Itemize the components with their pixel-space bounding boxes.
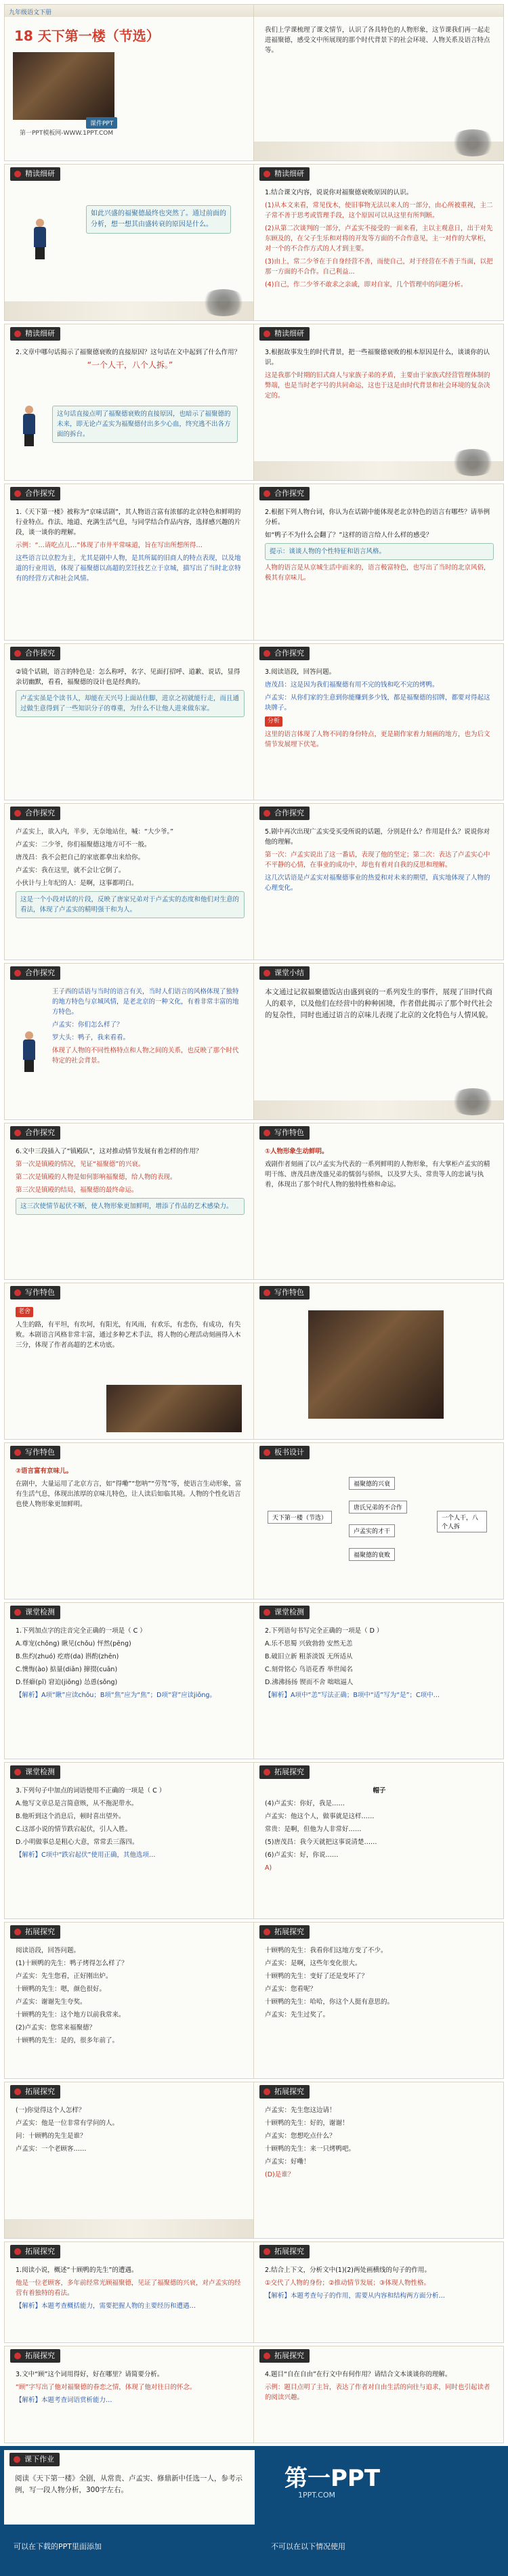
section-label: 课堂检测 bbox=[10, 1606, 60, 1619]
stage-photo bbox=[308, 1310, 444, 1419]
line: 卢孟实：好嘞！ bbox=[265, 2158, 310, 2166]
ink-decoration bbox=[449, 1088, 496, 1115]
line: 问：十顾鸭的先生是谁？ bbox=[16, 2132, 87, 2140]
summary-text: 本文通过记叙福聚德饭店由盛到衰的一系列发生的事件，展现了旧时代商人的艰辛，以及他们在经营中的种种困境，作者借此揭示了那个时代社会的复杂性，同时也通过语言的京味儿表现了北京的文化特色与人情风貌。 bbox=[265, 988, 492, 1019]
section-label: 合作探究 bbox=[10, 966, 60, 980]
option: B.破旧立新 粗茶淡饭 无所适从 bbox=[265, 1653, 353, 1660]
answer-1: 示例：“…请吃点儿…”体现了市井平常味道，旨在写出所想所得… bbox=[16, 542, 203, 549]
line: 卢孟实：先生您这边请！ bbox=[265, 2107, 336, 2114]
course-label: 九年级语文下册 bbox=[9, 9, 52, 16]
slide-body bbox=[16, 1306, 245, 1353]
option: A.尊宠(chǒng) 瞅见(chǒu) 怦然(pēng) bbox=[16, 1640, 131, 1648]
line: 卢孟实：他是一位非常有学问的人。 bbox=[16, 2120, 119, 2127]
answer-box: 这句话直接点明了福聚德衰败的直接原因，也暗示了福聚德的未来，即无论卢孟实为福聚德付出多少心血，终究逃不出各方面的拆台。 bbox=[52, 406, 238, 443]
question: 2.文章中哪句话揭示了福聚德衰败的直接原因？这句话在文中起到了什么作用？ bbox=[16, 349, 241, 356]
section-label: 合作探究 bbox=[10, 647, 60, 660]
question: 5.剧中再次出现广孟实受买受所说的话题，分别是什么？作用是什么？说说你对他的理解。 bbox=[265, 828, 490, 846]
answer-2: 第二次是镇殿的人物是如何影响福聚德，给人物的表现。 bbox=[16, 1174, 177, 1181]
slide-32 bbox=[253, 2346, 504, 2443]
line: (一)你觉得这个人怎样？ bbox=[16, 2107, 85, 2114]
feature-text: 人生的路，有平坦，有坎坷，有阳光，有风雨，有欢乐，有悲伤，有成功，有失败。本剧语言风格非常丰富，通过多种艺术手法，将人物的心理活动刻画得入木三分，体现了作者高超的艺术功底。 bbox=[16, 1321, 241, 1349]
slide-body bbox=[16, 347, 245, 373]
slide-body bbox=[265, 667, 494, 752]
question: 1.结合课文内容，说说你对福聚德衰败原因的认识。 bbox=[265, 189, 413, 196]
question: 1.下列加点字的注音完全正确的一项是（ C ） bbox=[16, 1627, 146, 1635]
section-label: 合作探究 bbox=[259, 647, 310, 660]
option-tag: A) bbox=[265, 1864, 272, 1872]
answer-1: (1)从本文来看，常见伐木，使旧事物无法以来人的一部分，由心所被重视，主二子常不善于思考或管理手段，这个原因可以从这里有所判断。 bbox=[265, 202, 493, 219]
analysis-tag: 分析 bbox=[265, 716, 282, 727]
answer-box: 卢孟实虽是个读书人，却能在天兴号上面站住脚，进京之初就能行走，而且通过做生意得到了一些知识分子的尊重，为什么不让他人进来做东家。 bbox=[16, 690, 245, 717]
line-2: 卢孟实：从你们家的生意到你能赚到多少钱，都是福聚德的招牌，都要对得起这块牌子。 bbox=[265, 694, 490, 712]
answer: 这是我那个时期的旧式商人与家族子弟的矛盾，主要由于家族式经营管理体制的弊端，也是当时老字号的共同命运，这也于这是由时代背景和社会环境的复杂决定的。 bbox=[265, 372, 490, 400]
answer-2: (2)从第二次谈判的一部分，卢孟实不接受的一面来看，主以主观意日，出于对先东顾及的，在父子生乐和对将的开发等方面的不合作意见，主一对作的大掌柜，对一个的不合作方式的人才到主要。 bbox=[265, 225, 493, 253]
answer: 人物的语言是从京城生活中而来的，语言极富特色，也写出了当时的北京风俗，极其有京味儿。 bbox=[265, 564, 490, 582]
slide-4 bbox=[253, 164, 504, 321]
answer-box: 这是一个小段对话的片段，反映了唐家兄弟对于卢孟实的态度和他们对生意的看法，体现了卢孟实的精明强干和为人。 bbox=[16, 891, 245, 918]
answer: 体现了人物的不同性格特点和人物之间的关系，也反映了那个时代特定的社会背景。 bbox=[52, 1047, 239, 1065]
line: (D)是谁？ bbox=[265, 2171, 295, 2178]
section-label: 拓展探究 bbox=[259, 2085, 310, 2099]
lesson-title: 18 天下第一楼（节选） bbox=[14, 28, 160, 44]
question: 1.阅读小说，概述“十顾鸭的先生”的遭遇。 bbox=[16, 2267, 138, 2274]
section-label: 拓展探究 bbox=[259, 2349, 310, 2363]
prompt-box: 如此兴盛的福聚德最终也突然了。通过前面的分析，想一想其由盛转衰的原因是什么。 bbox=[86, 205, 231, 234]
section-label: 课堂检测 bbox=[10, 1765, 60, 1779]
slide-21 bbox=[4, 1602, 255, 1759]
section-label: 精读细研 bbox=[259, 167, 310, 181]
slide-18 bbox=[253, 1283, 504, 1440]
line-1: 唐茂昌：这是因为我们福聚德有用不完的钱和吃不完的烤鸭。 bbox=[265, 681, 439, 689]
slide-16 bbox=[253, 1123, 504, 1280]
question: 6.文中三段插入了“镇殿队”，这对推动情节发展有着怎样的作用？ bbox=[16, 1148, 203, 1155]
top-bar bbox=[254, 5, 503, 17]
option: A.他写文章总是言简意赅，从不拖泥带水。 bbox=[16, 1800, 138, 1807]
line: 十顾鸭的先生：我看你们这地方变了不少。 bbox=[265, 1947, 387, 1954]
line: 卢孟实：我在这里，就不会让它倒了。 bbox=[16, 867, 125, 874]
line: 十顾鸭的先生：是的，很多年前了。 bbox=[16, 2037, 119, 2044]
line: 唐茂昌：我不会把自己的家底都拿出来给你。 bbox=[16, 854, 145, 861]
slide-body bbox=[265, 1786, 494, 1876]
section-label: 拓展探究 bbox=[259, 1765, 310, 1779]
quote: “一个人干，八个人拆。” bbox=[87, 360, 173, 370]
slide-8 bbox=[253, 484, 504, 641]
section-label: 课下作业 bbox=[9, 2453, 60, 2466]
slide-10 bbox=[253, 643, 504, 800]
slide-body bbox=[265, 2105, 494, 2183]
answer: 他是一位老顾客，多年前经常光顾福聚德，见证了福聚德的兴衰，对卢孟实的经营有着独特的看法。 bbox=[16, 2279, 241, 2297]
slide-17 bbox=[4, 1283, 255, 1440]
slide-body bbox=[16, 2265, 245, 2314]
slide-12 bbox=[253, 803, 504, 960]
answer-2: 这几次话语是卢孟实对福聚德事业的热爱和对未来的期望，真实地体现了人物的心理变化。 bbox=[265, 874, 490, 892]
slide-body bbox=[16, 667, 245, 720]
slide-22 bbox=[253, 1602, 504, 1759]
board-item: 福聚德的兴衰 bbox=[349, 1477, 395, 1490]
question: 3.根据故事发生的时代背景，把一些福聚德衰败的根本原因是什么，谈谈你的认识。 bbox=[265, 349, 490, 366]
question: 2.下列语句书写完全正确的一项是（ D ） bbox=[265, 1627, 383, 1635]
option: D.沸沸扬扬 锲而不舍 咄咄逼人 bbox=[265, 1679, 354, 1686]
line: 十顾鸭的先生：这个地方以前我常来。 bbox=[16, 2011, 125, 2019]
ink-decoration bbox=[449, 129, 496, 156]
section-label: 拓展探究 bbox=[10, 2349, 60, 2363]
line: 卢孟实：你们怎么样了？ bbox=[52, 1021, 123, 1029]
slide-13 bbox=[4, 963, 255, 1120]
section-label: 课堂检测 bbox=[259, 1606, 310, 1619]
point-1: ②镜个话剧，语言的特色是：怎么称呼，名字、见面打招呼、道歉、说话，显得亲切幽默，看看，福聚德的设计也是经典的。 bbox=[16, 668, 240, 686]
line: (4)卢孟实：你好，我是…… bbox=[265, 1800, 345, 1807]
slide-19 bbox=[4, 1442, 255, 1600]
question: 4.题目“自在自由”在行文中有何作用？请结合文本谈谈你的理解。 bbox=[265, 2371, 452, 2378]
option: B.焦灼(zhuó) 疙瘩(da) 斟酌(zhēn) bbox=[16, 1653, 119, 1660]
question: 2.结合上下文，分析文中(1)(2)两处画横线的句子的作用。 bbox=[265, 2267, 431, 2274]
line: 十顾鸭的先生：来一只烤鸭吧。 bbox=[265, 2145, 356, 2153]
line: (1)十顾鸭的先生：鸭子烤得怎么样了？ bbox=[16, 1960, 128, 1967]
explanation: 【解析】本题考查词语赏析能力… bbox=[16, 2397, 112, 2404]
heading: ①人物形象生动鲜明。 bbox=[265, 1148, 329, 1155]
ppt-badge: 课件PPT bbox=[86, 117, 117, 129]
line: 卢孟实：您看呢？ bbox=[265, 1985, 317, 1993]
site-logo: 第一PPT模板网-WWW.1PPT.COM bbox=[20, 130, 114, 137]
section-label: 板书设计 bbox=[259, 1446, 310, 1459]
slide-30 bbox=[253, 2241, 504, 2343]
line: (5)唐茂昌：我今天就把这事说清楚…… bbox=[265, 1839, 377, 1846]
footer-logo: 第一PPT bbox=[284, 2465, 381, 2492]
explanation: 【解析】C项中“跌宕起伏”使用正确，其他选项… bbox=[16, 1851, 156, 1859]
board-item: 唐氏兄弟的不合作 bbox=[349, 1501, 407, 1514]
slide-body bbox=[16, 2369, 245, 2408]
section-label: 写作特色 bbox=[259, 1286, 310, 1300]
section-label: 拓展探究 bbox=[259, 2245, 310, 2258]
homework-text: 阅读《天下第一楼》全剧，从常贵、卢孟实、修鼎新中任选一人，参考示例，写一段人物分析，300字左右。 bbox=[15, 2474, 242, 2494]
slide-20 bbox=[253, 1442, 504, 1600]
slide-9 bbox=[4, 643, 255, 800]
answer-4: (4)自己，作二少爷不敢求之亲戚，即对自家，几个管理中的问题分析。 bbox=[265, 281, 467, 288]
board-item: 卢孟实的才干 bbox=[349, 1524, 395, 1537]
slide-body bbox=[16, 1626, 245, 1703]
line: 阅读语段，回答问题。 bbox=[16, 1947, 81, 1954]
line: 卢孟实：二少爷，你们福聚德这地方可不一般。 bbox=[16, 841, 151, 849]
heading: ②语言富有京味儿。 bbox=[16, 1467, 73, 1475]
slide-15 bbox=[4, 1123, 255, 1280]
teacher-figure bbox=[32, 219, 48, 259]
question: 3.下列句子中加点的词语使用不正确的一项是（ C ） bbox=[16, 1787, 166, 1795]
slide-body bbox=[265, 1946, 494, 2023]
teacher-figure bbox=[21, 406, 37, 446]
option: D.小明做事总是粗心大意，常常丢三落四。 bbox=[16, 1839, 139, 1846]
slide-3 bbox=[4, 164, 255, 321]
slide-body bbox=[16, 507, 245, 586]
slide-11 bbox=[4, 803, 255, 960]
section-label: 写作特色 bbox=[259, 1126, 310, 1140]
slide-body bbox=[265, 507, 494, 586]
slide-body bbox=[16, 2105, 245, 2157]
explanation: 【解析】本题考查句子的作用，需要从内容和结构两方面分析… bbox=[265, 2292, 446, 2300]
line: 卢孟实：他这个人，做事就是这样…… bbox=[265, 1813, 375, 1820]
author-tag: 老舍 bbox=[16, 1307, 33, 1317]
slide-body bbox=[16, 1466, 245, 1512]
line: 小伙计与上年纪的人：是啊，这事都明白。 bbox=[16, 880, 138, 887]
explanation: 【解析】A项“瞅”应读chǒu；B项“焦”应为“焦”；D项“窘”应读jiǒng。 bbox=[16, 1692, 216, 1699]
option: C.刻骨铭心 鸟语花香 举世闻名 bbox=[265, 1666, 353, 1673]
board-root: 天下第一楼（节选） bbox=[268, 1511, 332, 1524]
stage-photo bbox=[106, 1385, 242, 1432]
question: 3.文中“顾”这个词用得好，好在哪里？请简要分析。 bbox=[16, 2371, 164, 2378]
line: 卢孟实：谢谢先生夸奖。 bbox=[16, 1998, 87, 2006]
section-label: 拓展探究 bbox=[10, 2245, 60, 2258]
slide-23 bbox=[4, 1762, 255, 1919]
section-label: 合作探究 bbox=[259, 807, 310, 820]
footer bbox=[0, 2446, 508, 2576]
line: 十顾鸭的先生：变好了还是变坏了？ bbox=[265, 1973, 368, 1980]
slide-body bbox=[265, 2265, 494, 2304]
title-photo bbox=[13, 52, 114, 120]
explanation: 【解析】本题考查概括能力，需要把握人物的主要经历和遭遇… bbox=[16, 2302, 196, 2310]
question-2: 如“鸭子不为什么会翻了？”这样的语言给人什么样的感受？ bbox=[265, 532, 433, 539]
slide-6 bbox=[253, 324, 504, 481]
line: 卢孟实：先生您看，正好刚出炉。 bbox=[16, 1973, 112, 1980]
footer-sub: 1PPT.COM bbox=[298, 2491, 336, 2499]
teacher-figure bbox=[21, 1031, 37, 1072]
line: 卢孟实：一个老顾客…… bbox=[16, 2145, 87, 2153]
answer: ①交代了人物的身份；②推动情节发展；③体现人物性格。 bbox=[265, 2279, 431, 2287]
slide-body bbox=[265, 2369, 494, 2405]
section-label: 合作探究 bbox=[10, 487, 60, 500]
line: 常贵：是啊，但他为人非常好…… bbox=[265, 1826, 362, 1833]
slide-body bbox=[16, 1946, 245, 2048]
slide-7 bbox=[4, 484, 255, 641]
passage-title: 帽子 bbox=[373, 1787, 386, 1795]
explanation: 【解析】A项中“恙”写法正确；B项中“适”写为“是”；C项中… bbox=[265, 1692, 440, 1699]
slide-body bbox=[265, 827, 494, 896]
slide-27 bbox=[4, 2082, 255, 2239]
answer: 这里的语言体现了人物不同的身份特点，更是剧作家着力刻画的地方，也为后文情节发展埋下伏笔。 bbox=[265, 731, 490, 748]
option: C.懊悔(ào) 掂量(diān) 撺掇(cuān) bbox=[16, 1666, 118, 1673]
section-label: 合作探究 bbox=[259, 487, 310, 500]
slide-body bbox=[265, 1626, 494, 1703]
slide-body bbox=[265, 347, 494, 404]
section-label: 写作特色 bbox=[10, 1446, 60, 1459]
feature-text: 戏剧作者刻画了以卢孟实为代表的一系列鲜明的人物形象，有大掌柜卢孟实的精明干练、唐茂昌唐茂盛兄弟的懦弱与骄纵，以及罗大头、常贵等人的忠诚与执着，体现出了那个时代人物的独特性格和命运。 bbox=[265, 1161, 490, 1188]
option: C.这部小说的情节跌宕起伏，引人入胜。 bbox=[16, 1826, 132, 1833]
answer-1: 第一次是镇殿的情况，见证“福聚德”的兴衰。 bbox=[16, 1161, 145, 1168]
footer-left-note: 可以在下载的PPT里面添加 bbox=[14, 2542, 102, 2551]
answer-3: 第三次是镇殿的结局，福聚德的最终命运。 bbox=[16, 1186, 138, 1194]
line: (2)卢孟实：您常来福聚德？ bbox=[16, 2024, 96, 2032]
footer-right-note: 不可以在以下情况使用 bbox=[271, 2542, 345, 2551]
board-item: 福聚德的衰败 bbox=[349, 1548, 395, 1561]
section-label: 写作特色 bbox=[10, 1286, 60, 1300]
question: 2.根据下列人物台词，你认为在话剧中能体现老北京特色的语言有哪些？请举例分析。 bbox=[265, 509, 490, 526]
slide-body bbox=[16, 1146, 245, 1218]
line: 卢孟实：是啊，这些年变化很大。 bbox=[265, 1960, 362, 1967]
slide-29 bbox=[4, 2241, 255, 2343]
slide-1 bbox=[4, 4, 255, 161]
line: 十顾鸭的先生：哈哈，你这个人挺有意思的。 bbox=[265, 1998, 394, 2006]
line: 王子西的话语与当时的语言有关，当时人们语言的风格体现了独特的地方特色与京城风情，是老北京的一种文化，有着非常丰富的地方特色。 bbox=[52, 988, 239, 1016]
slide-2 bbox=[253, 4, 504, 161]
section-label: 拓展探究 bbox=[259, 1925, 310, 1939]
section-label: 精读细研 bbox=[10, 327, 60, 341]
answer: 示例：题目点明了主旨，表达了作者对自由生活的向往与追求，同时也引起读者的阅读兴趣。 bbox=[265, 2384, 490, 2401]
section-label: 合作探究 bbox=[10, 807, 60, 820]
line: 卢孟实上，欲入内，半步，无奈地站住，喊：“大少爷。” bbox=[16, 828, 174, 836]
option: B.他听到这个消息后，顿时喜出望外。 bbox=[16, 1813, 125, 1820]
section-label: 拓展探究 bbox=[10, 2085, 60, 2099]
question: 3.阅读语段，回答问题。 bbox=[265, 668, 336, 676]
line: (6)卢孟实：好，你说…… bbox=[265, 1851, 339, 1859]
option: D.怪癖(pǐ) 窘迫(jiǒng) 怂恿(sǒng) bbox=[16, 1679, 118, 1686]
option: A.乐不思蜀 兴致勃勃 安然无恙 bbox=[265, 1640, 353, 1648]
section-label: 合作探究 bbox=[10, 1126, 60, 1140]
line: 卢孟实：您想吃点什么？ bbox=[265, 2132, 336, 2140]
ink-decoration bbox=[449, 449, 496, 476]
ink-decoration bbox=[200, 289, 247, 316]
line: 罗大头：鸭子，我来看看。 bbox=[52, 1034, 130, 1042]
slide-5 bbox=[4, 324, 255, 481]
line: 十顾鸭的先生：嗯，颜色很好。 bbox=[16, 1985, 106, 1993]
line: 卢孟实：先生过奖了。 bbox=[265, 2011, 330, 2019]
slide-14 bbox=[253, 963, 504, 1120]
answer-box: 这三次使情节起伏不断，使人物形象更加鲜明，增添了作品的艺术感染力。 bbox=[16, 1198, 245, 1215]
section-label: 课堂小结 bbox=[259, 966, 310, 980]
bottom-strip bbox=[5, 2219, 254, 2238]
slide-25 bbox=[4, 1922, 255, 2079]
answer-1: 第一次：卢孟实说出了这一番话，表现了他的坚定；第二次：表达了卢孟实心中不平静的心情，在事业的成功中，却也有着对自我的反思和理解。 bbox=[265, 851, 490, 869]
hint-box: 提示：谈谈人物的个性特征和语言风格。 bbox=[265, 543, 494, 560]
slide-26 bbox=[253, 1922, 504, 2079]
section-label: 精读细研 bbox=[259, 327, 310, 341]
answer: “顾”字写出了他对福聚德的眷恋之情，体现了他对往日的怀念。 bbox=[16, 2384, 196, 2391]
slide-body bbox=[265, 188, 494, 293]
homework-slide bbox=[4, 2450, 255, 2525]
question: 1.《天下第一楼》被称为“京味话剧”，其人物语言富有浓郁的北京特色和鲜明的行业特点。作法、地道、充满生活气息，与同学结合作品内容，选择感兴趣的片段，谈一谈你的理解。 bbox=[16, 509, 241, 536]
section-label: 拓展探究 bbox=[10, 1925, 60, 1939]
slide-28 bbox=[253, 2082, 504, 2239]
intro-text: 我们上学课梳理了课文情节，认识了各具特色的人物形象，这节课我们再一起走进福聚德，感受文中所展现的那个时代背景下的社会环境、人物关系及语言特点等。 bbox=[265, 26, 490, 54]
slide-body bbox=[265, 1146, 494, 1193]
answer-2: 这些语言以京腔为主，尤其是剧中人物，是其所属的旧商人的特点表现，以及地道的行业用语，体现了福聚德以高超的烹饪技艺立于京城，描写出了当时北京特有的经营方式和社会风情。 bbox=[16, 555, 241, 582]
slide-body bbox=[16, 1786, 245, 1863]
slide-body bbox=[16, 827, 245, 921]
section-label: 精读细研 bbox=[10, 167, 60, 181]
line: 十顾鸭的先生：好的，谢谢！ bbox=[265, 2120, 349, 2127]
board-leaf: 一个人干，八个人拆 bbox=[437, 1511, 487, 1532]
feature-text: 在剧中，大量运用了北京方言，如“得嘞”“您呐”“劳驾”等，使语言生动形象，富有生活气息，体现出浓厚的京味儿特色，让人读后如临其境。人物的个性化语言也使人物形象更加鲜明。 bbox=[16, 1480, 242, 1508]
slide-body bbox=[52, 987, 245, 1069]
answer-3: (3)由上，常二少爷在于自身经营不善，而使自己，对于经营在不善于当面，以把那一方面的不合作。自己利益... bbox=[265, 258, 493, 276]
slide-31 bbox=[4, 2346, 255, 2443]
slide-24 bbox=[253, 1762, 504, 1919]
